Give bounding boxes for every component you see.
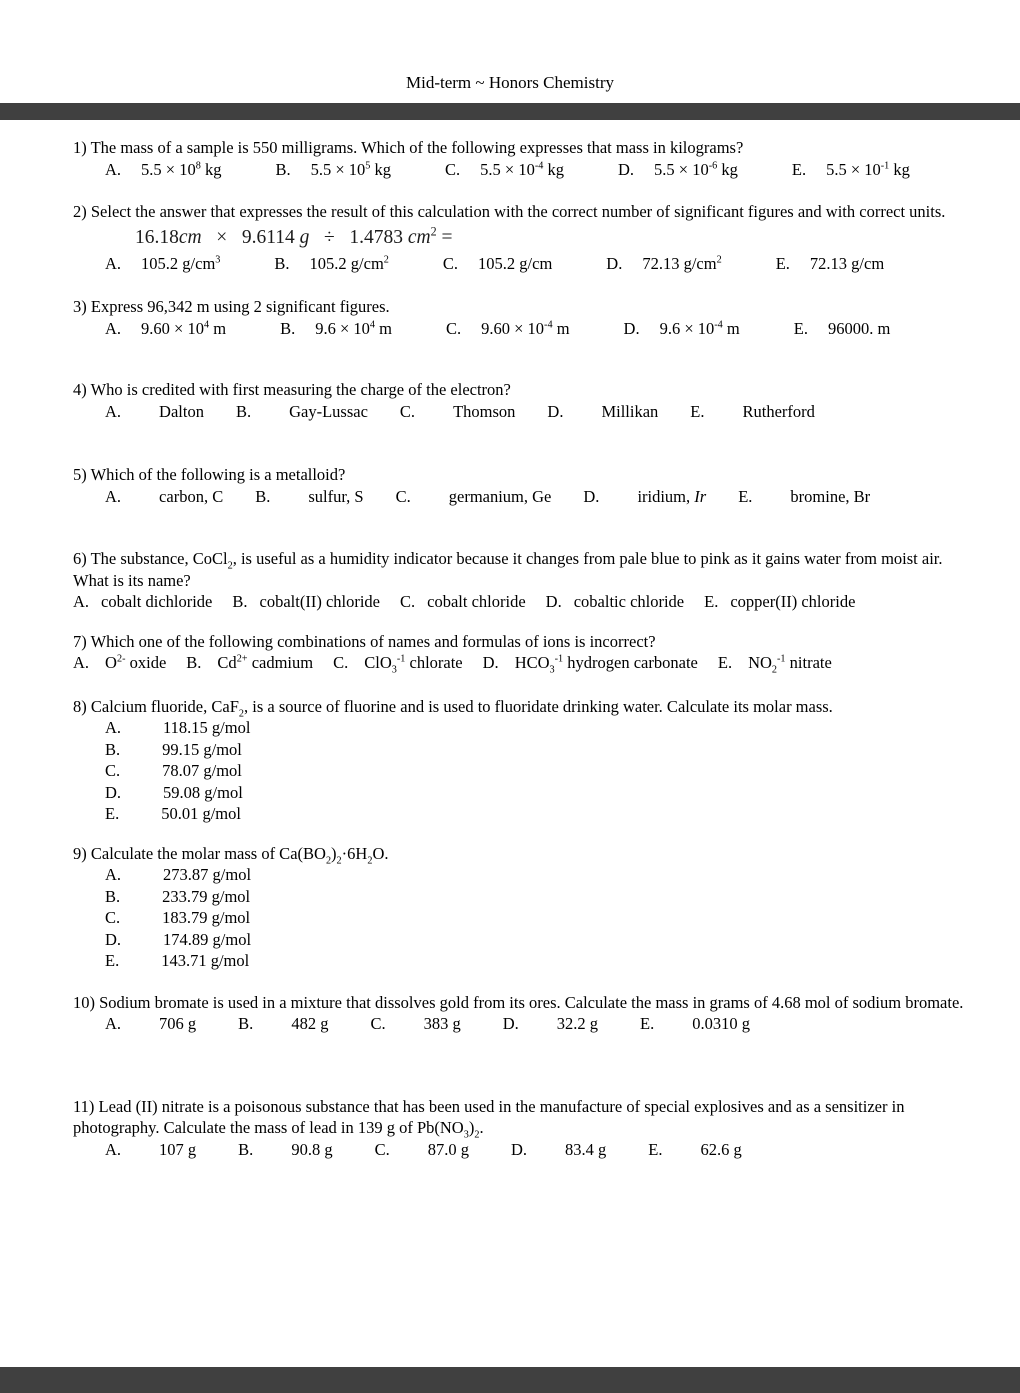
option-C	[375, 1139, 469, 1161]
option-letter: C.	[399, 401, 416, 421]
page-gap-bar-top	[0, 103, 1020, 120]
option-text: bromine, Br	[790, 486, 871, 506]
question-text: 9) Calculate the molar mass of $Ca(BO_2)_2\cdot 6H_2O$.	[73, 843, 389, 866]
option-letter: D.	[618, 159, 635, 179]
option-text: $Cd^{2+}$ cadmium	[217, 653, 314, 672]
option-C	[400, 401, 515, 423]
option-B	[238, 1139, 332, 1161]
option-letter: B.	[280, 318, 296, 338]
option-letter: D.	[510, 1139, 527, 1159]
option-B	[255, 486, 363, 508]
option-B	[186, 652, 313, 674]
option-text: Millikan	[601, 401, 659, 421]
option-letter: D.	[583, 486, 600, 506]
option-E	[690, 401, 815, 423]
option-text: cobalt chloride	[427, 592, 526, 611]
option-letter: E.	[738, 486, 753, 506]
option-text: 107 g	[159, 1139, 197, 1159]
option-letter: A.	[105, 318, 122, 338]
option-letter: D.	[623, 318, 640, 338]
option-A	[105, 318, 226, 340]
option-E	[105, 803, 987, 825]
question-text: 11) Lead (II) nitrate is a poisonous substance that has been used in the manufacture of special explosives and as a sensitizer in photography. Calculate the mass of lead in 139 g of $Pb(NO_3)_2$.	[73, 1096, 905, 1141]
option-letter: E.	[105, 804, 120, 823]
option-text: 72.13 g/cm	[809, 253, 885, 273]
options-row	[73, 591, 987, 613]
option-letter: E.	[793, 318, 808, 338]
option-C	[400, 591, 526, 613]
option-text: Rutherford	[742, 401, 815, 421]
option-letter: C.	[370, 1014, 386, 1033]
page-title: Mid-term ~ Honors Chemistry	[406, 73, 614, 92]
option-E	[718, 652, 832, 674]
option-letter: C.	[445, 159, 461, 179]
option-letter: C.	[400, 592, 416, 611]
option-D	[606, 253, 721, 275]
option-C	[105, 907, 987, 929]
option-text: 383 g	[423, 1014, 461, 1033]
option-text: carbon, C	[159, 486, 224, 506]
option-letter: B.	[105, 886, 121, 906]
option-text: 83.4 g	[565, 1139, 607, 1159]
question-3	[73, 296, 987, 339]
option-D	[583, 486, 706, 508]
question-9	[73, 843, 987, 972]
option-A	[105, 401, 204, 423]
question-text: 7) Which one of the following combinations of names and formulas of ions is incorrect?	[73, 631, 656, 651]
option-text: 99.15 g/mol	[162, 739, 242, 759]
options-row	[73, 652, 987, 674]
option-letter: A.	[73, 592, 90, 611]
options-row	[105, 486, 987, 508]
question-10	[73, 992, 987, 1035]
question-text: 5) Which of the following is a metalloid?	[73, 465, 346, 484]
question-5	[73, 464, 987, 507]
equation: 16.18cm × 9.6114 g ÷ 1.4783 $cm^2$ =	[135, 224, 453, 248]
option-B	[275, 159, 391, 181]
option-text: 0.0310 g	[692, 1014, 750, 1033]
option-letter: B.	[275, 159, 291, 179]
option-E	[794, 318, 891, 340]
option-letter: A.	[105, 1139, 122, 1159]
option-A	[73, 591, 212, 613]
option-text: 62.6 g	[700, 1139, 742, 1159]
option-text: 78.07 g/mol	[162, 761, 242, 780]
option-text: 143.71 g/mol	[161, 951, 250, 970]
option-text: 706 g	[159, 1014, 197, 1033]
option-text: 72.13 $g/cm^2$	[642, 253, 722, 273]
option-C	[333, 652, 463, 674]
option-C	[446, 318, 570, 340]
option-B	[238, 1013, 328, 1035]
option-text: $9.60 \times 10^4$ m	[141, 318, 227, 338]
option-D	[511, 1139, 606, 1161]
option-text: 482 g	[291, 1014, 329, 1033]
option-text: ClO$_3^{-1}$ chlorate	[364, 653, 463, 676]
option-text: 50.01 g/mol	[161, 804, 241, 823]
question-7	[73, 631, 987, 674]
option-letter: D.	[105, 782, 122, 802]
option-letter: E.	[791, 159, 807, 179]
option-C	[443, 253, 552, 275]
option-C	[370, 1013, 460, 1035]
option-text: $O^{2-}$ oxide	[105, 653, 167, 672]
option-text: Dalton	[159, 401, 204, 421]
option-letter: D.	[502, 1014, 519, 1033]
question-4	[73, 379, 987, 422]
option-D	[546, 591, 684, 613]
option-text: 273.87 g/mol	[163, 865, 252, 884]
option-text: copper(II) chloride	[730, 592, 856, 611]
option-letter: E.	[648, 1139, 663, 1159]
option-D	[503, 1013, 598, 1035]
option-letter: D.	[105, 929, 122, 949]
option-letter: B.	[238, 1014, 254, 1033]
option-E	[738, 486, 870, 508]
option-letter: B.	[232, 592, 248, 611]
question-8	[73, 696, 987, 825]
option-text: germanium, Ge	[448, 486, 552, 506]
option-text: cobaltic chloride	[573, 592, 685, 611]
option-letter: B.	[186, 653, 202, 672]
option-E	[648, 1139, 741, 1161]
question-text: 3) Express 96,342 m using 2 significant figures.	[73, 297, 390, 316]
option-letter: E.	[717, 653, 733, 672]
option-C	[445, 159, 564, 181]
option-letter: A.	[105, 253, 122, 273]
option-letter: D.	[606, 253, 623, 273]
option-text: 105.2 $g/cm^2$	[309, 253, 389, 273]
option-E	[640, 1013, 750, 1035]
option-text: 96000. m	[827, 318, 891, 338]
option-letter: A.	[105, 718, 122, 737]
option-letter: C.	[105, 908, 121, 927]
option-text: $NO_2^{-1}$ nitrate	[748, 653, 832, 676]
option-letter: B.	[274, 253, 290, 273]
option-text: $9.60 \times 10^{-4}$ m	[481, 318, 570, 338]
option-letter: A.	[105, 1014, 122, 1033]
option-letter: E.	[704, 592, 719, 611]
page-gap-bar-bottom	[0, 1367, 1020, 1393]
option-text: $5.5 \times 10^8$ kg	[141, 159, 222, 179]
option-letter: C.	[442, 253, 459, 273]
option-C	[105, 760, 987, 782]
option-text: 105.2 g/cm	[478, 253, 553, 273]
options-row	[73, 864, 987, 972]
option-A	[105, 253, 220, 275]
question-6	[73, 548, 987, 613]
option-text: $9.6 \times 10^4$ m	[315, 318, 392, 338]
option-letter: D.	[545, 592, 562, 611]
options-row	[105, 1013, 987, 1035]
option-letter: E.	[105, 951, 120, 970]
option-text: 87.0 g	[427, 1139, 469, 1159]
question-2	[73, 201, 987, 274]
options-row	[105, 318, 987, 340]
option-D	[105, 929, 987, 951]
option-text: Gay-Lussac	[289, 401, 368, 421]
option-D	[105, 782, 987, 804]
option-letter: C.	[374, 1139, 390, 1159]
options-row	[105, 401, 987, 423]
option-B	[236, 401, 368, 423]
question-text: 1) The mass of a sample is 550 milligrams. Which of the following expresses that mass in kilograms?	[73, 138, 744, 157]
option-B	[274, 253, 389, 275]
option-text: 183.79 g/mol	[162, 908, 251, 927]
option-letter: A.	[105, 486, 122, 506]
question-text: 8) Calcium fluoride, CaF$_2$, is a source of fluorine and is used to fluoridate drinking water. Calculate its molar mass.	[73, 696, 833, 719]
option-letter: D.	[547, 401, 564, 421]
option-A	[105, 864, 987, 886]
options-row	[105, 253, 987, 275]
option-letter: C.	[333, 653, 349, 672]
option-A	[73, 652, 166, 674]
option-E	[792, 159, 910, 181]
question-text: 4) Who is credited with first measuring the charge of the electron?	[73, 380, 511, 399]
options-row	[105, 159, 987, 181]
option-A	[105, 159, 221, 181]
option-B	[105, 886, 987, 908]
question-1	[73, 137, 987, 180]
questions-container	[0, 137, 1020, 1160]
option-text: $5.5 \times 10^{-1}$ kg	[826, 159, 910, 179]
option-letter: E.	[775, 253, 790, 273]
option-E	[704, 591, 855, 613]
option-letter: D.	[482, 653, 499, 672]
question-text: 6) The substance, CoCl$_2$, is useful as a humidity indicator because it changes from pale blue to pink as it gains water from moist air. What is its name?	[73, 549, 943, 590]
option-A	[105, 1013, 196, 1035]
option-text: $HCO_3^{-1}$ hydrogen carbonate	[514, 653, 698, 676]
option-letter: B.	[238, 1139, 254, 1159]
option-text: cobalt(II) chloride	[259, 592, 381, 611]
option-letter: E.	[640, 1014, 655, 1033]
option-text: $9.6 \times 10^{-4}$ m	[659, 318, 740, 338]
option-B	[280, 318, 392, 340]
question-text: 10) Sodium bromate is used in a mixture that dissolves gold from its ores. Calculate the mass in grams of 4.68 mol of sodium bromate.	[73, 992, 964, 1012]
option-letter: C.	[105, 761, 121, 780]
option-text: 32.2 g	[556, 1014, 598, 1033]
option-text: $5.5 \times 10^5$ kg	[310, 159, 392, 179]
option-text: iridium, Ir	[637, 486, 707, 506]
option-B	[105, 739, 987, 761]
option-letter: C.	[395, 486, 411, 506]
option-A	[105, 486, 223, 508]
option-letter: A.	[105, 401, 122, 421]
option-text: 233.79 g/mol	[162, 886, 251, 906]
option-E	[776, 253, 884, 275]
options-row	[105, 1139, 987, 1161]
option-letter: E.	[690, 401, 705, 421]
option-letter: A.	[105, 159, 122, 179]
option-text: 174.89 g/mol	[163, 929, 252, 949]
option-D	[618, 159, 738, 181]
option-E	[105, 950, 987, 972]
option-A	[105, 1139, 196, 1161]
option-text: cobalt dichloride	[101, 592, 213, 611]
question-11	[73, 1096, 987, 1161]
question-text: 2) Select the answer that expresses the result of this calculation with the correct number of significant figures and with correct units.	[73, 202, 946, 221]
option-C	[396, 486, 552, 508]
option-D	[483, 652, 698, 674]
option-text: 59.08 g/mol	[163, 782, 243, 802]
option-B	[232, 591, 380, 613]
option-letter: C.	[445, 318, 462, 338]
option-text: 105.2 $g/cm^3$	[141, 253, 221, 273]
option-letter: A.	[73, 653, 90, 672]
option-text: $5.5 \times 10^{-6}$ kg	[654, 159, 738, 179]
option-text: 90.8 g	[291, 1139, 333, 1159]
options-row	[73, 717, 987, 825]
option-D	[624, 318, 740, 340]
option-text: $5.5 \times 10^{-4}$ kg	[480, 159, 564, 179]
option-D	[547, 401, 658, 423]
option-text: sulfur, S	[308, 486, 364, 506]
option-letter: B.	[255, 486, 271, 506]
option-text: Thomson	[453, 401, 516, 421]
option-letter: B.	[235, 401, 252, 421]
option-letter: A.	[105, 865, 122, 884]
option-letter: B.	[105, 739, 121, 759]
option-text: 118.15 g/mol	[163, 718, 251, 737]
option-A	[105, 717, 987, 739]
